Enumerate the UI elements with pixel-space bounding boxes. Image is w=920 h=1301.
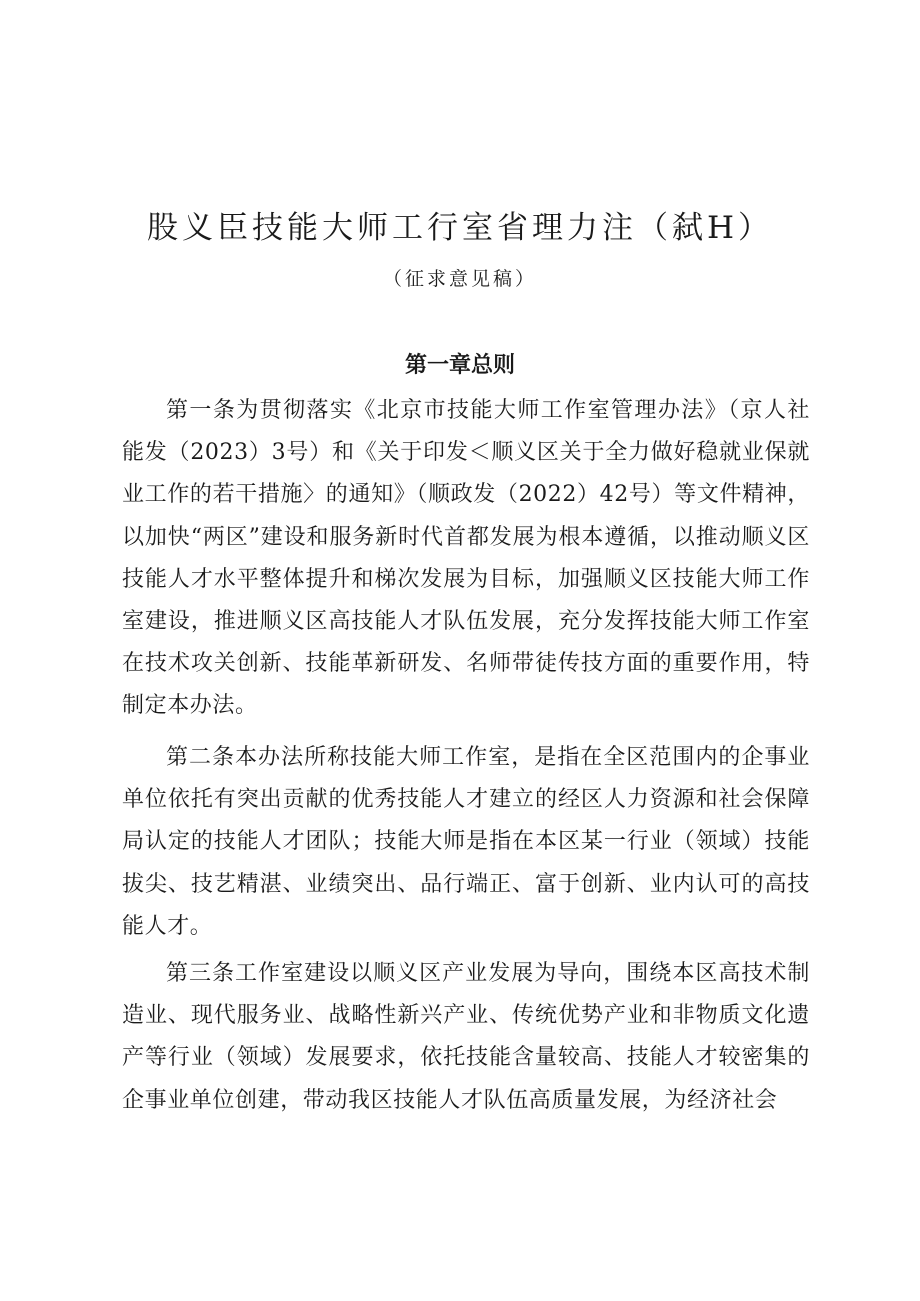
article-2-paragraph: 第二条本办法所称技能大师工作室，是指在全区范围内的企事业单位依托有突出贡献的优秀技能人才建立的经区人力资源和社会保障局认定的技能人才团队；技能大师是指在本区某一行业（领域）技能拔尖、技艺精湛、业绩突出、品行端正、富于创新、业内认可的高技能人才。	[122, 745, 810, 939]
article-1-paragraph: 第一条为贯彻落实《北京市技能大师工作室管理办法》（京人社能发（2023）3号）和《关于印发＜顺义区关于全力做好稳就业保就业工作的若干措施〉的通知》（顺政发（2022）42号）等文件精神，以加快“两区”建设和服务新时代首都发展为根本遵循，以推动顺义区技能人才水平整体提升和梯次发展为目标，加强顺义区技能大师工作室建设，推进顺义区高技能人才队伍发展，充分发挥技能大师工作室在技术攻关创新、技能革新研发、名师带徒传技方面的重要作用，特制定本办法。	[122, 398, 810, 719]
article-3-paragraph: 第三条工作室建设以顺义区产业发展为导向，围绕本区高技术制造业、现代服务业、战略性新兴产业、传统优势产业和非物质文化遗产等行业（领域）发展要求，依托技能含量较高、技能人才较密集的企事业单位创建，带动我区技能人才队伍高质量发展，为经济社会	[122, 961, 810, 1113]
document-subtitle: （征求意见稿）	[382, 268, 537, 290]
document-title: 股义臣技能大师工行室省理力注（弑H）	[146, 210, 774, 246]
chapter-heading: 第一章总则	[404, 353, 515, 378]
